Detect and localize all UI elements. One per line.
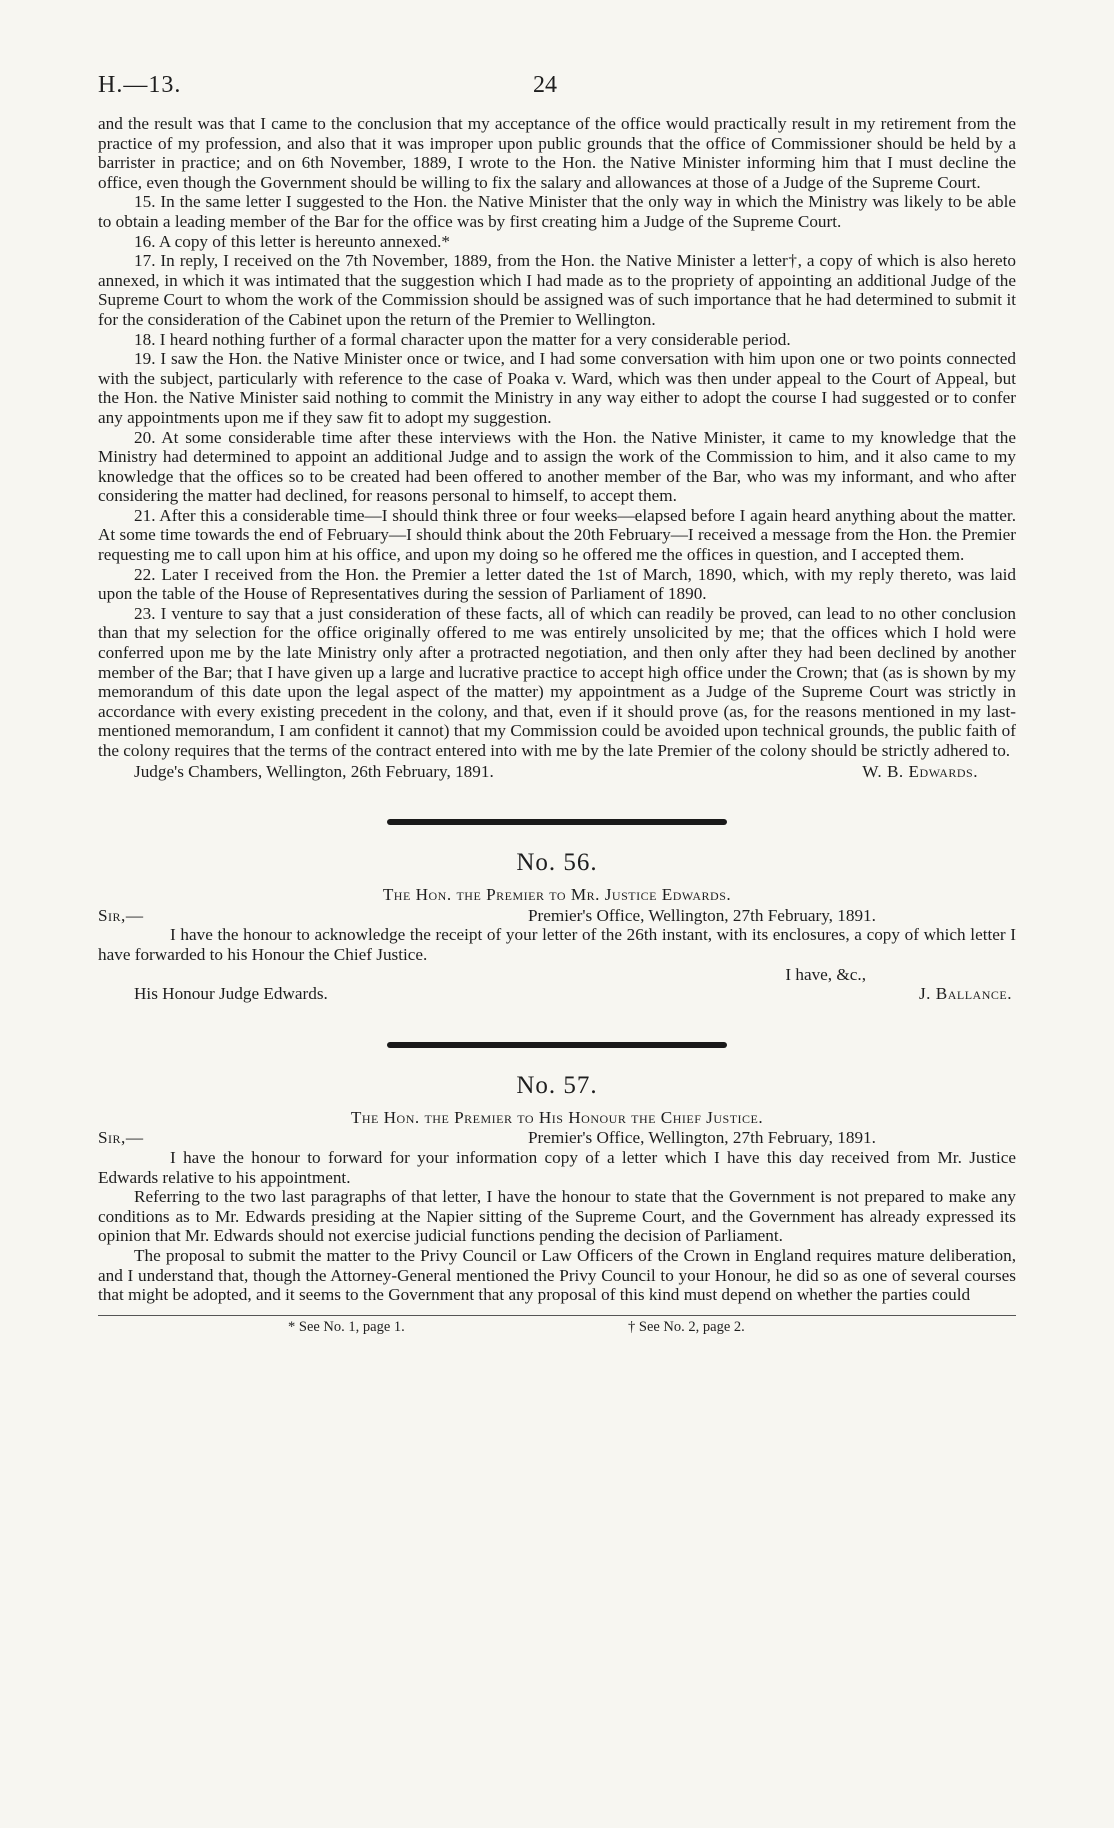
paragraph-20: 20. At some considerable time after these interviews with the Hon. the Native Minister, it came to my knowledge that the Ministry had determined to appoint an additional Judge and to assign the work of the Commission to him, and it also came to my knowledge that the offices so to be created had been offered to another member of the Bar, who was my informant, and who after considering the matter had declined, for reasons personal to himself, to accept them. (98, 427, 1016, 506)
paragraph-continued: and the result was that I came to the conclusion that my acceptance of the office would practically result in my retirement from the practice of my profession, and also that it was improper upon public grounds that the office of Commissioner should be held by a barrister in practice; and on 6th November, 1889, I wrote to the Hon. the Native Minister informing him that I must decline the office, even though the Government should be willing to fix the salary and allowances at those of a Judge of the Supreme Court. (98, 114, 1016, 192)
letter-56-number: No. 56. (516, 849, 598, 877)
section-divider (387, 1042, 727, 1048)
paragraph-18: 18. I heard nothing further of a formal character upon the matter for a very considerable period. (134, 329, 791, 349)
paragraph-23: 23. I venture to say that a just consideration of these facts, all of which can readily be proved, can lead to no other conclusion than that my selection for the office originally offered to me was entirely unsolicited by me; that the offices which I hold were conferred upon me by the late Ministry only after a protracted negotiation, and then only after they had been declined by another member of the Bar; that I have given up a large and lucrative practice to accept high office under the Crown; that (as is shown by my memorandum of this date upon the legal aspect of the matter) my appointment as a Judge of the Supreme Court was strictly in accordance with every existing precedent in the colony, and that, even if it should prove (as, for the reasons mentioned in my last-mentioned memorandum, I am confident it cannot) that my Commission could be avoided upon technical grounds, the public faith of the colony requires that the terms of the contract entered into with me by the late Premier of the colony should be strictly adhered to. (98, 603, 1016, 760)
page-body (98, 114, 1016, 1337)
page-header (98, 72, 1016, 102)
paper-reference: H.—13. (98, 72, 182, 98)
letter-57-paragraph: I have the honour to forward for your information copy of a letter which I have this day received from Mr. Justice Edwards relative to his appointment. (98, 1147, 1016, 1187)
letter-57-paragraph: The proposal to submit the matter to the Privy Council or Law Officers of the Crown in England requires mature deliberation, and I understand that, though the Attorney-General mentioned the Privy Council to your Honour, he did so as one of several courses that might be adopted, and it seems to the Government that any proposal of this kind must depend on whether the parties could (98, 1245, 1016, 1305)
letter-56 (98, 849, 1016, 1004)
letter-56-footer (98, 984, 1016, 1004)
letter-57 (98, 1072, 1016, 1305)
signoff-place-date: Judge's Chambers, Wellington, 26th February, 1891. (134, 761, 494, 781)
page-number: 24 (533, 72, 557, 98)
letter-56-signature: J. Ballance. (918, 984, 1012, 1004)
paragraph-21: 21. After this a considerable time—I should think three or four weeks—elapsed before I again heard anything about the matter. At some time towards the end of February—I should think about the 20th February—I received a message from the Hon. the Premier requesting me to call upon him at his office, and upon my doing so he offered me the offices in question, and I accepted them. (98, 505, 1016, 565)
letter-57-salutation: Sir,— (98, 1128, 144, 1148)
letter-56-body: I have the honour to acknowledge the receipt of your letter of the 26th instant, with its enclosures, a copy of which letter I have forwarded to his Honour the Chief Justice. (98, 925, 1016, 964)
signoff (98, 762, 1016, 782)
letter-56-addressee: His Honour Judge Edwards. (134, 984, 328, 1004)
footnote-2: † See No. 2, page 2. (628, 1318, 745, 1335)
footnote-1: * See No. 1, page 1. (288, 1318, 405, 1335)
letter-57-number: No. 57. (516, 1071, 598, 1099)
paragraph-16: 16. A copy of this letter is hereunto annexed.* (134, 231, 450, 251)
letter-56-closing: I have, &c., (785, 964, 866, 984)
letter-56-salutation: Sir,— (98, 905, 144, 925)
signoff-name: W. B. Edwards. (862, 761, 978, 781)
section-divider (387, 819, 727, 825)
letter-57-paragraph: Referring to the two last paragraphs of that letter, I have the honour to state that the Government is not prepared to make any conditions as to Mr. Edwards presiding at the Napier sitting of the Supreme Court, and the Government has already expressed its opinion that Mr. Edwards should not exercise judicial functions pending the decision of Parliament. (98, 1187, 1016, 1246)
letter-56-salutation-line (98, 906, 1016, 926)
paragraph-15: 15. In the same letter I suggested to the Hon. the Native Minister that the only way in which the Ministry was likely to be able to obtain a leading member of the Bar for the office was by first creating him a Judge of the Supreme Court. (98, 192, 1016, 231)
footnotes (98, 1318, 1016, 1338)
paragraph-22: 22. Later I received from the Hon. the Premier a letter dated the 1st of March, 1890, which, with my reply thereto, was laid upon the table of the House of Representatives during the session of Parliament of 1890. (98, 564, 1016, 604)
footnote-divider (98, 1315, 1016, 1316)
paragraph-17: 17. In reply, I received on the 7th November, 1889, from the Hon. the Native Minister a letter†, a copy of which is also hereto annexed, in which it was intimated that the suggestion which I had made as to the propriety of appointing an additional Judge of the Supreme Court to whom the work of the Commission should be assigned was of such importance that he had determined to submit it for the consideration of the Cabinet upon the return of the Premier to Wellington. (98, 251, 1016, 329)
letter-56-place-date: Premier's Office, Wellington, 27th February, 1891. (528, 905, 876, 925)
paragraph-19: 19. I saw the Hon. the Native Minister once or twice, and I had some conversation with him upon one or two points connected with the subject, particularly with reference to the case of Poaka v. Ward, which was then under appeal to the Court of Appeal, but the Hon. the Native Minister said nothing to commit the Ministry in any way either to adopt the course I had suggested or to confer any appointments upon me if they saw fit to adopt my suggestion. (98, 349, 1016, 427)
letter-57-heading: The Hon. the Premier to His Honour the Chief Justice. (350, 1107, 764, 1127)
letter-56-heading: The Hon. the Premier to Mr. Justice Edwards. (382, 885, 732, 905)
letter-57-salutation-line (98, 1128, 1016, 1148)
letter-57-place-date: Premier's Office, Wellington, 27th February, 1891. (528, 1128, 876, 1148)
